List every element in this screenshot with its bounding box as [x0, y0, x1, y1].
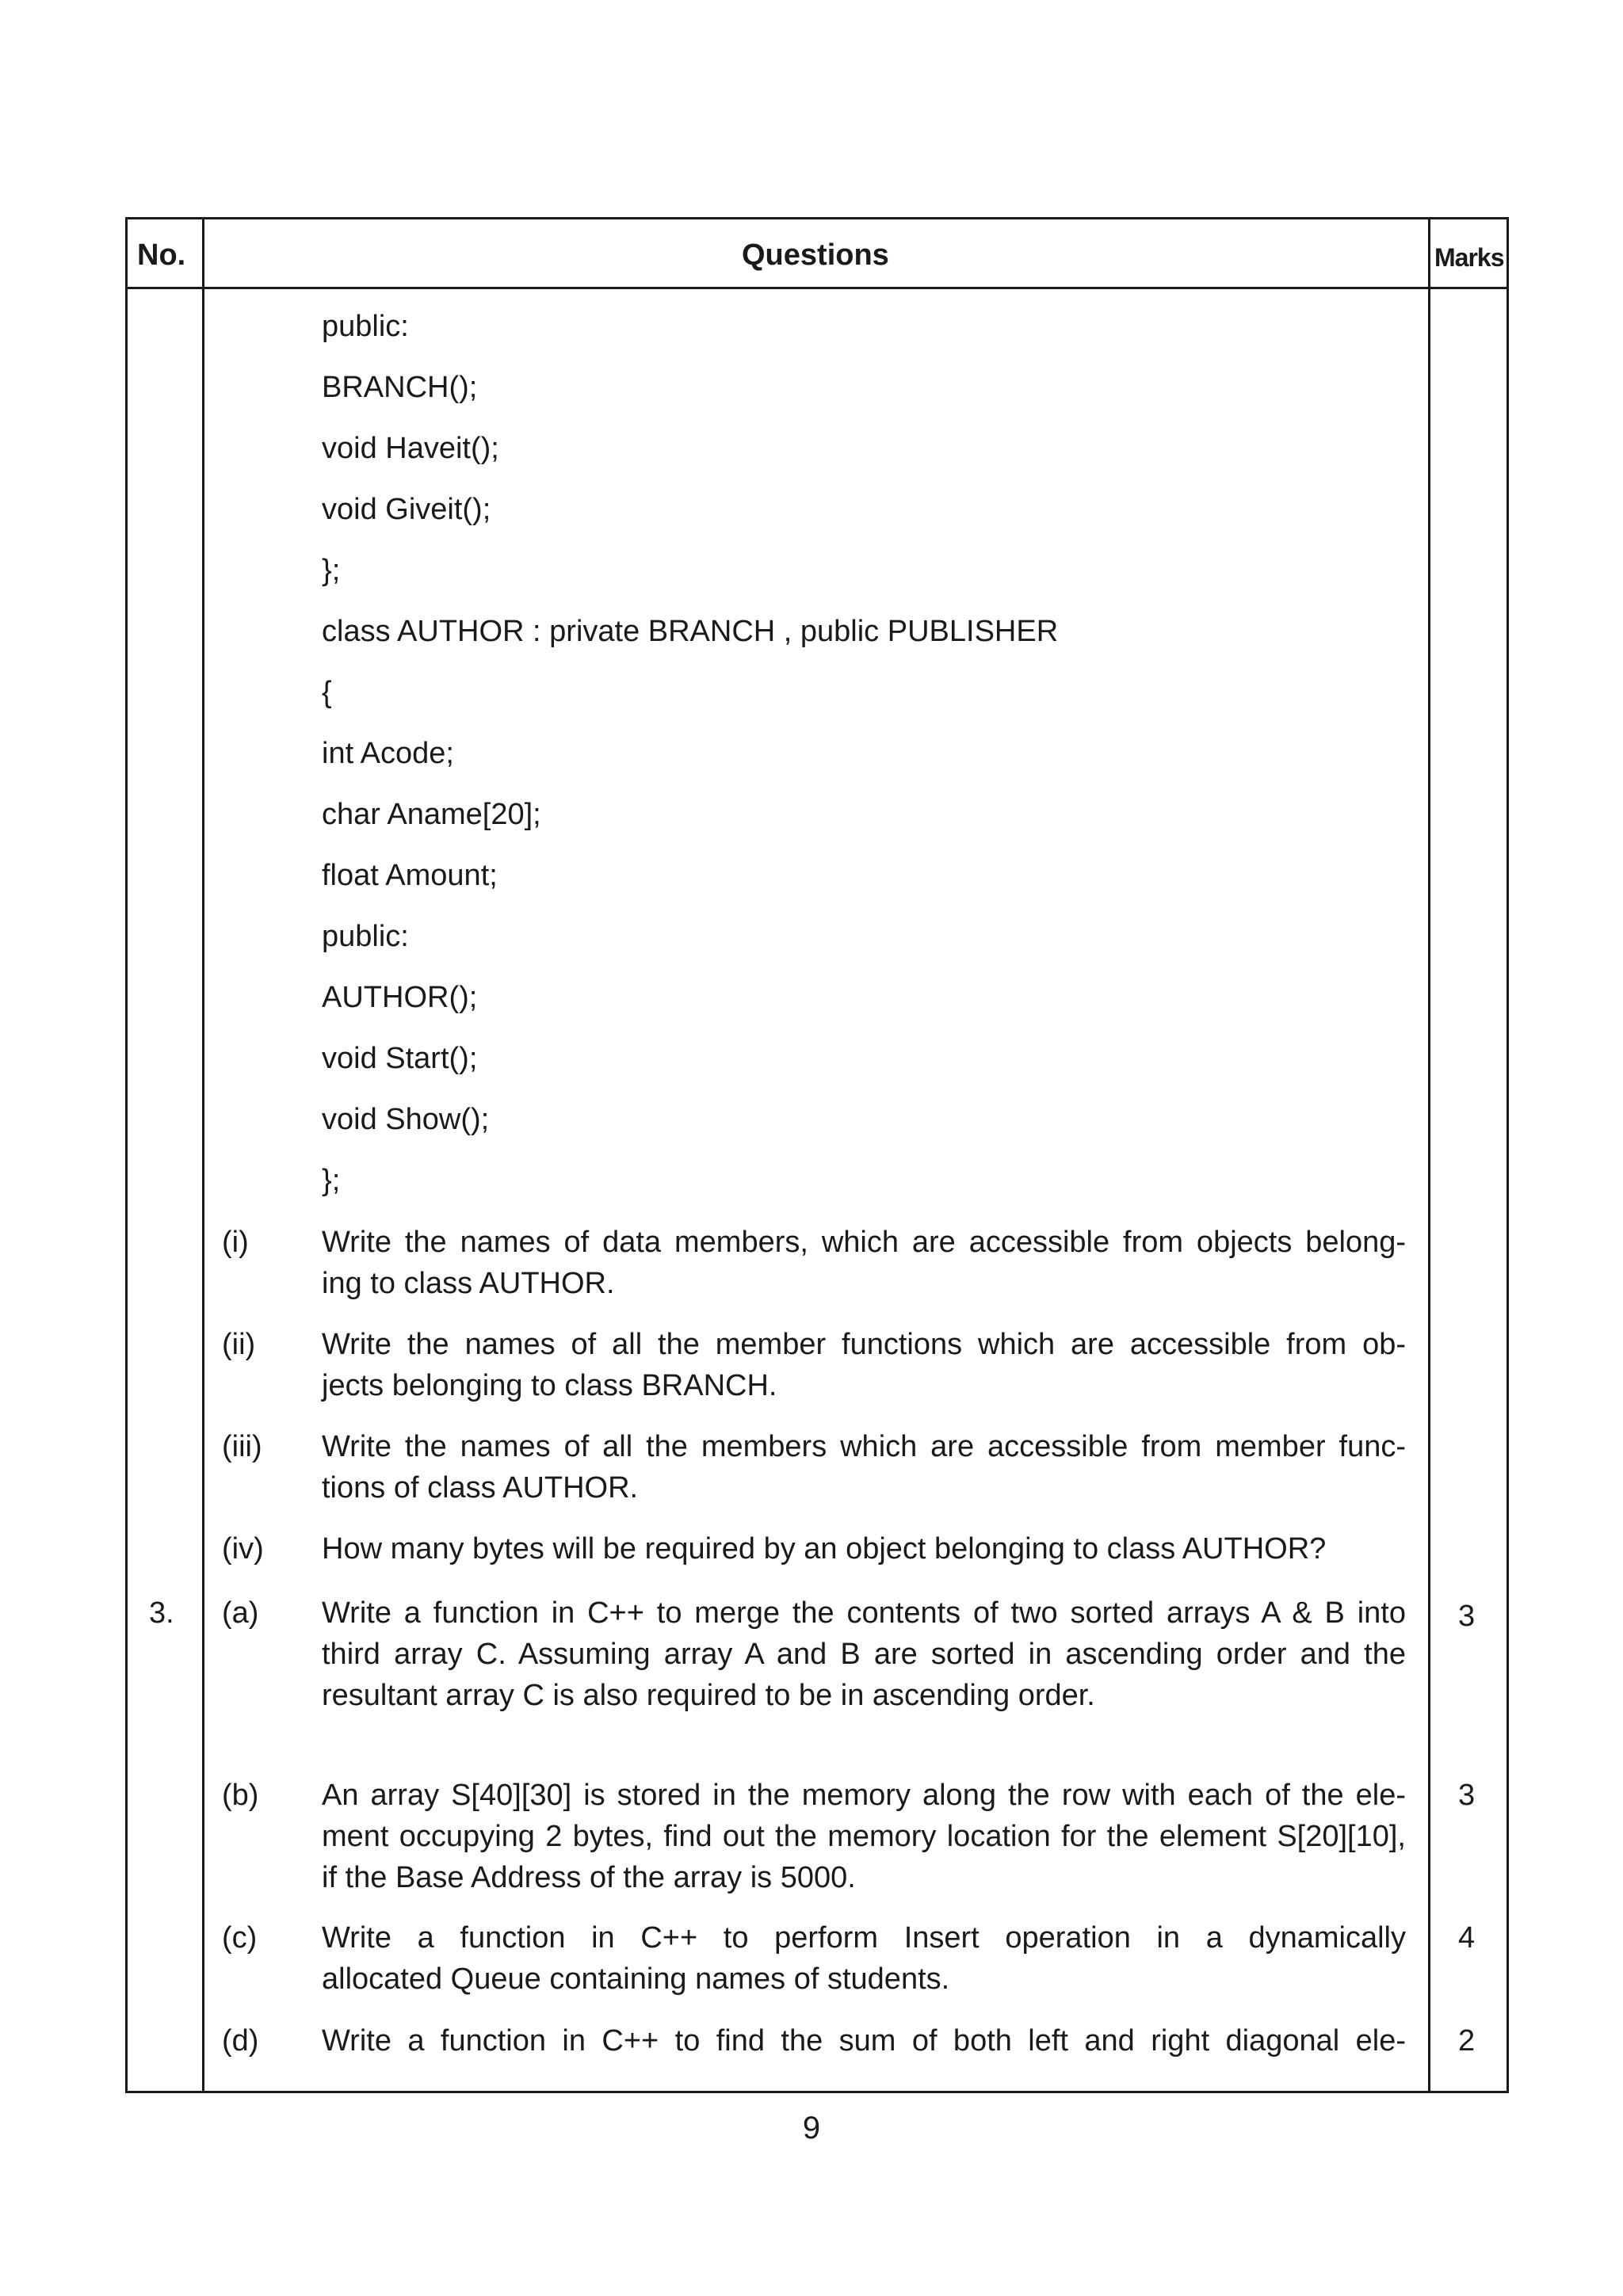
question-number: 3.	[149, 1596, 174, 1630]
header-marks: Marks	[1434, 243, 1504, 272]
part-label: (b)	[222, 1779, 259, 1812]
code-line: int Acode;	[322, 737, 454, 770]
column-divider	[1428, 219, 1430, 2091]
code-line: AUTHOR();	[322, 981, 478, 1014]
code-line: void Show();	[322, 1103, 490, 1136]
subquestion-label: (iv)	[222, 1532, 264, 1566]
column-divider	[202, 219, 204, 2091]
marks-value: 2	[1458, 2024, 1476, 2058]
text-line: ment occupying 2 bytes, find out the memory location for the element S[20][10],	[322, 1820, 1406, 1853]
part-text	[322, 2020, 1406, 2061]
code-line: class AUTHOR : private BRANCH , public PUBLISHER	[322, 615, 1059, 648]
text-line: third array C. Assuming array A and B are sorted in ascending order and the	[322, 1638, 1406, 1671]
text-line: allocated Queue containing names of students.	[322, 1962, 950, 1996]
text-line: Write a function in C++ to perform Insert operation in a dynamically	[322, 1921, 1406, 1955]
text-line: jects belonging to class BRANCH.	[322, 1369, 777, 1402]
part-label: (a)	[222, 1596, 259, 1630]
text-line: ing to class AUTHOR.	[322, 1267, 615, 1300]
header-no: No.	[137, 238, 186, 272]
subquestion-text: How many bytes will be required by an object belonging to class AUTHOR?	[322, 1532, 1327, 1566]
page-number: 9	[802, 2111, 821, 2145]
code-line: public:	[322, 310, 409, 343]
subquestion-text	[322, 1426, 1406, 1508]
code-line: void Start();	[322, 1042, 478, 1075]
part-text	[322, 1592, 1406, 1716]
text-line: Write the names of data members, which are accessible from objects belong-	[322, 1226, 1406, 1259]
code-line: {	[322, 676, 332, 709]
marks-value: 4	[1458, 1921, 1476, 1955]
subquestion-label: (iii)	[222, 1430, 262, 1463]
text-line: Write the names of all the member functions which are accessible from ob-	[322, 1328, 1406, 1361]
subquestion-text	[322, 1222, 1406, 1304]
code-line: void Haveit();	[322, 432, 499, 465]
code-line: void Giveit();	[322, 493, 491, 526]
text-line: Write a function in C++ to merge the contents of two sorted arrays A & B into	[322, 1596, 1406, 1630]
code-line: char Aname[20];	[322, 798, 541, 831]
code-line: BRANCH();	[322, 371, 478, 404]
part-text	[322, 1917, 1406, 2000]
subquestion-text	[322, 1324, 1406, 1406]
part-text	[322, 1775, 1406, 1898]
header-divider	[128, 287, 1507, 289]
code-line: };	[322, 1164, 341, 1197]
text-line: resultant array C is also required to be in ascending order.	[322, 1679, 1095, 1712]
subquestion-label: (ii)	[222, 1328, 256, 1361]
text-line: Write a function in C++ to find the sum of both left and right diagonal ele-	[322, 2024, 1406, 2058]
code-line: };	[322, 554, 341, 587]
header-questions: Questions	[742, 238, 889, 272]
subquestion-label: (i)	[222, 1226, 249, 1259]
marks-value: 3	[1458, 1779, 1476, 1812]
text-line: if the Base Address of the array is 5000.	[322, 1861, 856, 1894]
text-line: Write the names of all the members which are accessible from member func-	[322, 1430, 1406, 1463]
code-line: float Amount;	[322, 859, 498, 892]
part-label: (c)	[222, 1921, 258, 1955]
part-label: (d)	[222, 2024, 259, 2058]
code-line: public:	[322, 920, 409, 953]
marks-value: 3	[1458, 1600, 1476, 1633]
text-line: tions of class AUTHOR.	[322, 1471, 639, 1505]
text-line: An array S[40][30] is stored in the memory along the row with each of the ele-	[322, 1779, 1406, 1812]
